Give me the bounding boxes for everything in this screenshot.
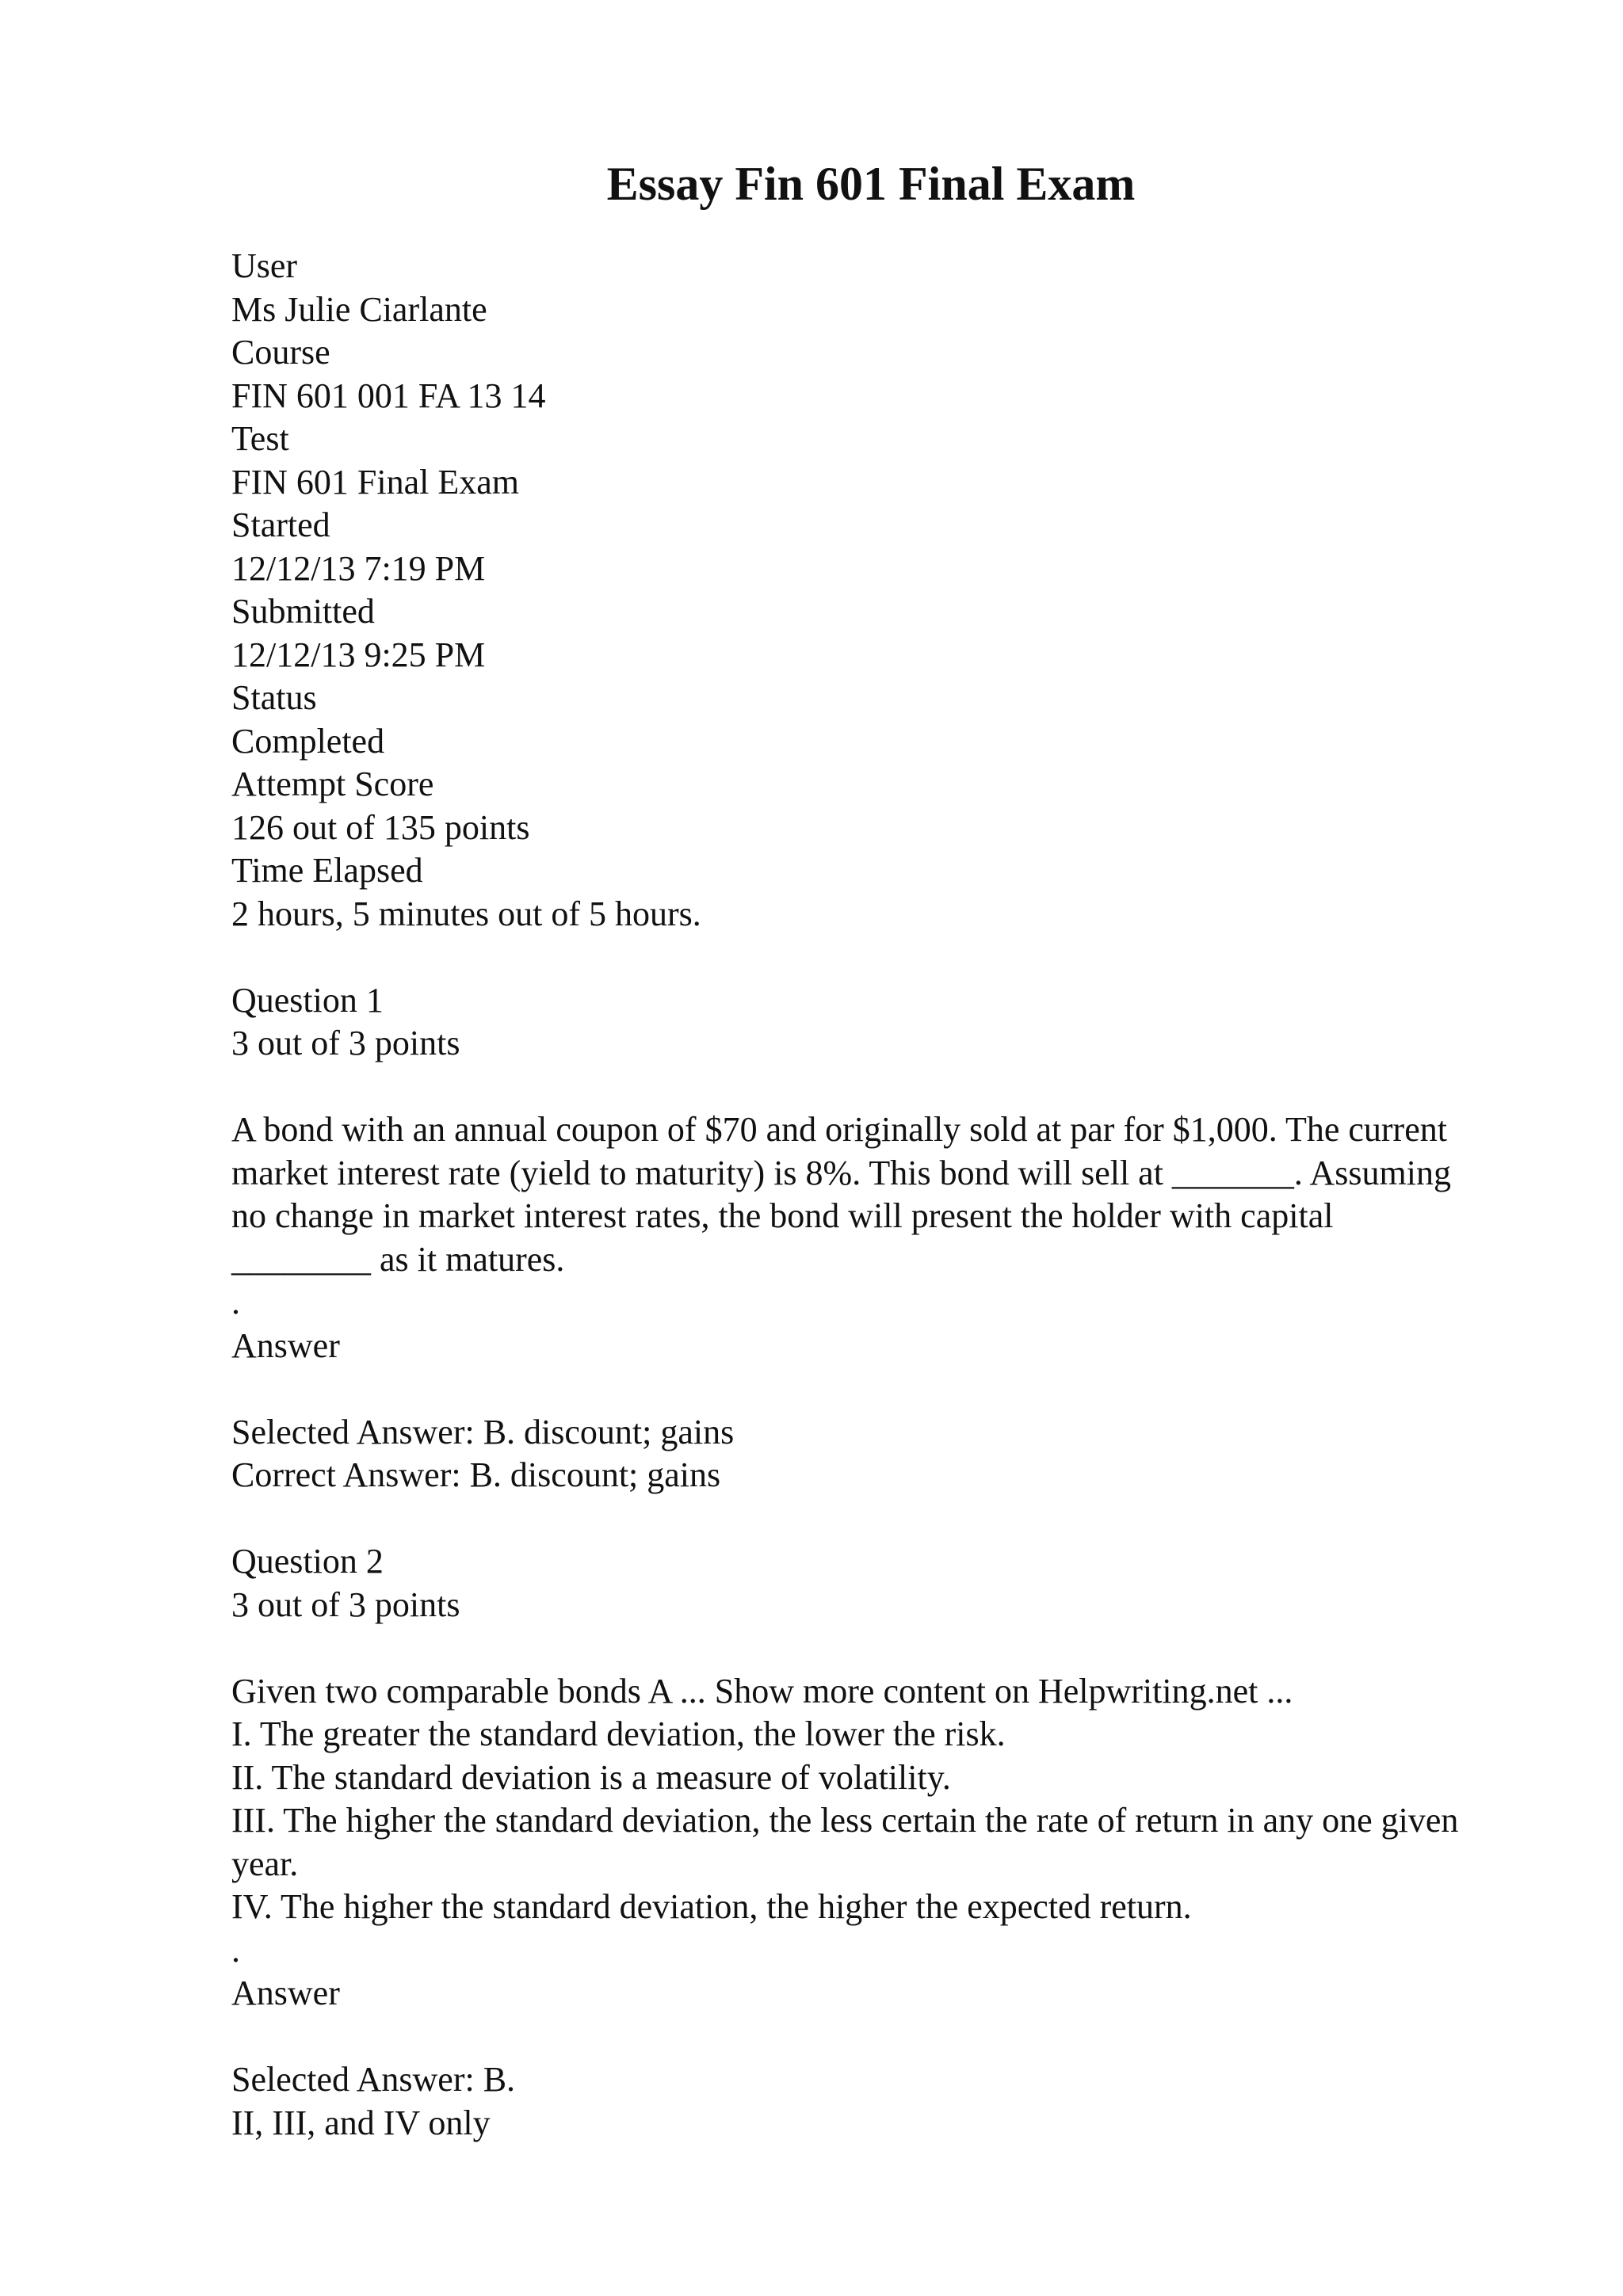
test-value: FIN 601 Final Exam (231, 462, 519, 502)
course-value: FIN 601 001 FA 13 14 (231, 376, 546, 415)
question-2 (231, 1540, 1468, 2145)
submitted-value: 12/12/13 9:25 PM (231, 635, 486, 674)
started-value: 12/12/13 7:19 PM (231, 548, 486, 588)
status-label: Status (231, 678, 317, 717)
statement-3: III. The higher the standard deviation, the less certain the rate of return in any one given year. (231, 1801, 1459, 1883)
question-1 (231, 979, 1468, 1497)
question-text: A bond with an annual coupon of $70 and originally sold at par for $1,000. The current market interest rate (yield to maturity) is 8%. This bond will sell at _______. Assuming no change in market interest rates, the bond will present the holder with capital ________ as it matures. (231, 1110, 1451, 1279)
status-value: Completed (231, 721, 385, 761)
question-dot: . (231, 1930, 240, 1970)
spacer (231, 1497, 1468, 1541)
answer-label: Answer (231, 1974, 340, 2012)
correct-answer: Correct Answer: B. discount; gains (231, 1455, 721, 1494)
started-label: Started (231, 505, 330, 544)
question-heading: Question 1 (231, 980, 384, 1020)
spacer (231, 1367, 1468, 1411)
page-title: Essay Fin 601 Final Exam (606, 158, 1136, 210)
selected-answer: Selected Answer: B. (231, 2060, 516, 2099)
time-elapsed-label: Time Elapsed (231, 851, 423, 890)
question-points: 3 out of 3 points (231, 1024, 460, 1062)
spacer (231, 936, 1468, 979)
statement-1: I. The greater the standard deviation, the lower the risk. (231, 1714, 1006, 1753)
user-value: Ms Julie Ciarlante (231, 289, 487, 329)
question-intro: Given two comparable bonds A ... Show more content on Helpwriting.net ... (231, 1671, 1293, 1711)
attempt-score-value: 126 out of 135 points (231, 807, 530, 847)
user-label: User (231, 246, 298, 285)
spacer (231, 2016, 1468, 2059)
document-body (231, 245, 1468, 2145)
spacer (231, 1066, 1468, 1109)
selected-answer-detail: II, III, and IV only (231, 2103, 491, 2142)
statement-2: II. The standard deviation is a measure of volatility. (231, 1757, 951, 1797)
question-points: 3 out of 3 points (231, 1585, 460, 1624)
attempt-details (231, 245, 1468, 936)
submitted-label: Submitted (231, 592, 375, 631)
question-heading: Question 2 (231, 1542, 384, 1581)
statement-4: IV. The higher the standard deviation, the higher the expected return. (231, 1887, 1192, 1926)
course-label: Course (231, 333, 330, 372)
question-dot: . (231, 1283, 240, 1322)
selected-answer: Selected Answer: B. discount; gains (231, 1412, 735, 1451)
attempt-score-label: Attempt Score (231, 765, 434, 803)
time-elapsed-value: 2 hours, 5 minutes out of 5 hours. (231, 894, 701, 933)
answer-label: Answer (231, 1325, 340, 1365)
spacer (231, 1627, 1468, 1670)
test-label: Test (231, 419, 289, 458)
